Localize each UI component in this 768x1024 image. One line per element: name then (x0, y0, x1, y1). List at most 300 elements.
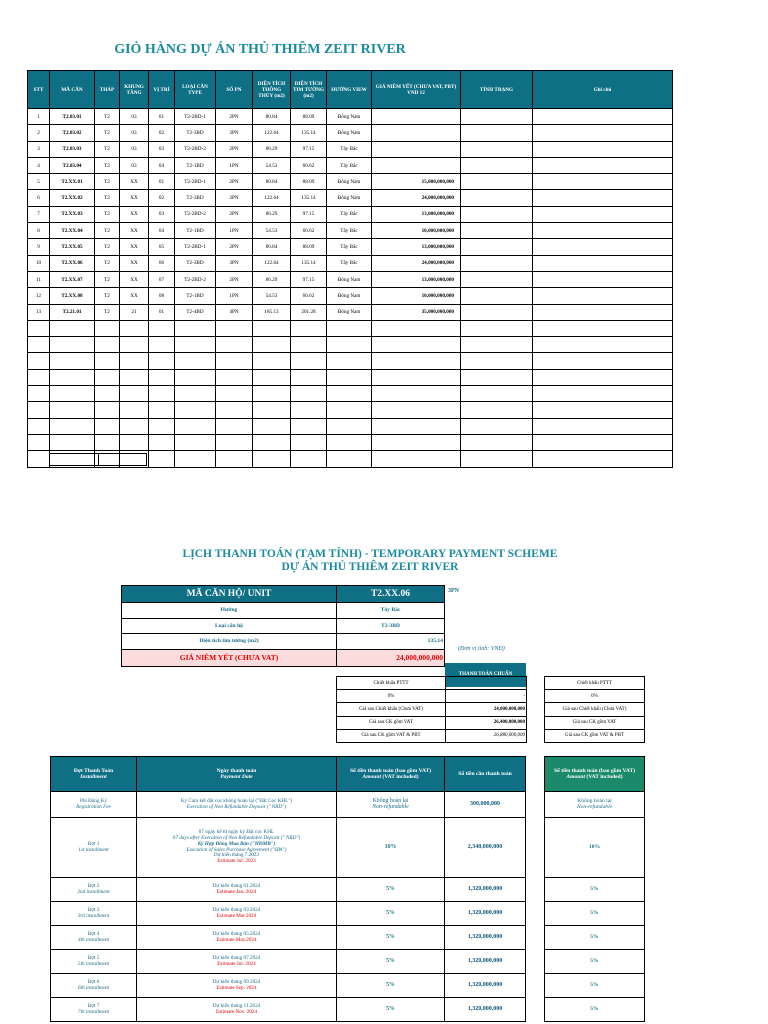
payment-amount: 1,320,000,000 (445, 950, 526, 974)
payment-date-line: Estimate Mar.2024 (216, 912, 257, 919)
table-cell (372, 109, 461, 125)
table-cell: 2PN (216, 239, 253, 255)
payment-date-line: Estimate Jul. 2023 (217, 857, 256, 864)
amount-header: Số tiền thanh toán (bao gồm VAT) Amount (VAT included) (337, 757, 445, 792)
payment-percent-right (545, 950, 645, 974)
payment-title: LỊCH THANH TOÁN (TẠM TÍNH) - TEMPORARY PAYMENT SCHEME (182, 548, 558, 560)
discount-value: - (446, 690, 527, 703)
payment-amount: 1,320,000,000 (445, 902, 526, 926)
table-cell: XX (120, 271, 149, 287)
table-cell: T2-3BD (175, 125, 216, 141)
amount-header-right: Số tiền thanh toán (bao gồm VAT) Amount (VAT included) (545, 757, 645, 792)
payment-percent: 5% (386, 1005, 395, 1012)
inventory-header-cell: HƯỚNG VIEW (327, 71, 372, 109)
table-row (28, 141, 673, 157)
table-cell (95, 386, 120, 402)
unit-code-cell: T2.XX.05 (50, 239, 95, 255)
table-row (28, 223, 673, 239)
table-row (28, 288, 673, 304)
table-cell: 4PN (216, 304, 253, 320)
table-cell: 60.62 (291, 288, 327, 304)
table-cell (291, 451, 327, 467)
standard-payment-header: THANH TOÁN CHUẨN (445, 663, 526, 687)
discount-label: 0% (545, 690, 645, 703)
table-cell (216, 337, 253, 353)
table-cell: 04 (149, 157, 175, 173)
table-cell: T2-2BD-1 (175, 239, 216, 255)
bedroom-count: 3PN (448, 588, 459, 594)
table-row-empty (28, 320, 673, 336)
payment-percent: Không hoàn lại (372, 797, 409, 804)
table-cell (216, 353, 253, 369)
inventory-header-cell: SỐ PN (216, 71, 253, 109)
table-cell (372, 386, 461, 402)
table-cell (28, 386, 50, 402)
installment-cell (51, 950, 137, 974)
table-cell: 13,000,000,000 (372, 271, 461, 287)
table-cell (291, 418, 327, 434)
table-cell: T2 (95, 157, 120, 173)
inventory-header-cell: LOẠI CĂN TYPE (175, 71, 216, 109)
table-cell (461, 369, 533, 385)
table-cell (372, 320, 461, 336)
table-cell: 11 (28, 271, 50, 287)
inventory-tail (49, 453, 147, 466)
note-cell (533, 141, 673, 157)
table-cell (372, 434, 461, 450)
installment-name: Đợt 7 (87, 1002, 100, 1009)
discount-label: Giá sau CK gồm VAT (337, 716, 446, 729)
table-cell: XX (120, 190, 149, 206)
table-cell: 86.29 (253, 141, 291, 157)
table-cell (533, 337, 673, 353)
table-cell: T2 (95, 190, 120, 206)
payment-row-right (545, 926, 645, 950)
table-cell: 135.14 (291, 255, 327, 271)
table-cell: Tây Bắc (327, 157, 372, 173)
table-cell (149, 353, 175, 369)
note-cell (533, 174, 673, 190)
inventory-header-cell: DIỆN TÍCH THÔNG THỦY (m2) (253, 71, 291, 109)
payment-date-line: Dự kiến tháng 09.2024 (212, 978, 261, 985)
table-cell (461, 386, 533, 402)
table-cell (461, 223, 533, 239)
table-row (28, 271, 673, 287)
payment-date-line: Execution of Sales Purchase Agreement ("SPA") (186, 846, 287, 853)
table-cell (149, 337, 175, 353)
table-cell (461, 434, 533, 450)
table-row (28, 125, 673, 141)
inventory-header-cell: TÌNH TRẠNG (461, 71, 533, 109)
payment-percent: 5% (590, 909, 599, 916)
unit-code-cell: T2.XX.02 (50, 190, 95, 206)
discount-row (545, 677, 645, 690)
discount-table-right (544, 676, 645, 743)
table-cell: 80.84 (253, 109, 291, 125)
table-row (28, 239, 673, 255)
table-cell: 54.53 (253, 157, 291, 173)
table-cell (291, 386, 327, 402)
table-cell: 24,000,000,000 (372, 190, 461, 206)
table-cell (95, 369, 120, 385)
table-cell: XX (120, 174, 149, 190)
table-cell: 1 (28, 109, 50, 125)
installment-cell (51, 878, 137, 902)
table-cell: 122.64 (253, 190, 291, 206)
table-cell (372, 402, 461, 418)
table-cell (253, 369, 291, 385)
table-cell (120, 353, 149, 369)
payment-percent: 5% (590, 885, 599, 892)
table-cell (216, 418, 253, 434)
table-cell: 88.09 (291, 174, 327, 190)
table-cell: 07 (149, 271, 175, 287)
unit-code-cell: T2.XX.07 (50, 271, 95, 287)
table-cell (149, 402, 175, 418)
table-row-empty (28, 386, 673, 402)
table-cell (461, 190, 533, 206)
installment-english: 6th installment (78, 984, 109, 991)
discount-value: 26,880,000,000 (446, 729, 527, 742)
table-cell: Đông Nam (327, 125, 372, 141)
table-cell (372, 369, 461, 385)
installment-cell (51, 926, 137, 950)
table-cell (28, 451, 50, 467)
table-cell (461, 451, 533, 467)
payment-date-cell (137, 792, 337, 818)
table-cell: 9 (28, 239, 50, 255)
table-cell: 3PN (216, 190, 253, 206)
table-row (28, 157, 673, 173)
table-cell: T2 (95, 125, 120, 141)
table-cell: 201.28 (291, 304, 327, 320)
table-cell: 97.15 (291, 206, 327, 222)
table-cell: 10,000,000,000 (372, 288, 461, 304)
payment-row-right (545, 902, 645, 926)
table-cell: 2PN (216, 206, 253, 222)
table-cell: XX (120, 288, 149, 304)
discount-row (337, 690, 527, 703)
table-cell (120, 337, 149, 353)
table-row-empty (28, 402, 673, 418)
unit-row-label: Loại căn hộ (122, 618, 337, 634)
inventory-header-cell: VỊ TRÍ (149, 71, 175, 109)
table-cell (216, 451, 253, 467)
payment-date-line: Estimate Nov. 2024 (215, 1008, 257, 1015)
table-cell (28, 320, 50, 336)
table-cell (175, 402, 216, 418)
table-cell: 54.53 (253, 223, 291, 239)
table-cell: T2 (95, 109, 120, 125)
installment-name: Đợt 1 (87, 840, 100, 847)
table-cell: 88.09 (291, 109, 327, 125)
payment-row (51, 818, 526, 878)
table-cell (149, 418, 175, 434)
discount-label: Chiết khấu PTTT (545, 677, 645, 690)
table-cell: 06 (149, 255, 175, 271)
table-cell (28, 418, 50, 434)
payment-date-line: Estimate Jan. 2024 (216, 888, 257, 895)
payment-percent-right (545, 926, 645, 950)
payment-amount: 1,320,000,000 (445, 926, 526, 950)
unit-row-value: T2-3BD (337, 618, 445, 634)
table-cell (28, 369, 50, 385)
table-cell: 01 (149, 174, 175, 190)
note-cell (533, 304, 673, 320)
table-cell (327, 353, 372, 369)
table-cell (533, 353, 673, 369)
payment-date-line: Estimate May.2024 (216, 936, 257, 943)
discount-label: Giá sau Chiết khấu (Chưa VAT) (337, 703, 446, 716)
table-cell (291, 353, 327, 369)
table-cell (175, 320, 216, 336)
unit-row-value: 135.14 (337, 634, 445, 650)
table-cell: 60.62 (291, 223, 327, 239)
payment-percent-right (545, 998, 645, 1022)
discount-row (545, 703, 645, 716)
table-cell (253, 402, 291, 418)
table-cell: T2 (95, 223, 120, 239)
table-cell (50, 418, 95, 434)
table-cell: T2 (95, 174, 120, 190)
table-cell: XX (120, 223, 149, 239)
table-cell (461, 157, 533, 173)
discount-row (545, 690, 645, 703)
payment-date-cell (137, 950, 337, 974)
payment-percent-right (545, 902, 645, 926)
payment-percent-cell (337, 818, 445, 878)
table-cell (372, 125, 461, 141)
installment-english: 1st installment (78, 846, 109, 853)
table-cell: 03 (120, 125, 149, 141)
table-cell: Tây Bắc (327, 223, 372, 239)
table-cell (461, 337, 533, 353)
table-cell (216, 369, 253, 385)
table-row (28, 206, 673, 222)
table-cell: 2PN (216, 174, 253, 190)
installment-header: Đợt Thanh Toán Installment (51, 757, 137, 792)
table-cell (149, 451, 175, 467)
table-cell (461, 239, 533, 255)
payment-percent: 5% (386, 957, 395, 964)
table-cell: 6 (28, 190, 50, 206)
table-cell: 13 (28, 304, 50, 320)
unit-code-cell: T2.XX.01 (50, 174, 95, 190)
table-cell: 3PN (216, 125, 253, 141)
discount-value: 26,400,000,000 (446, 716, 527, 729)
table-cell (50, 353, 95, 369)
table-cell (461, 206, 533, 222)
table-row (28, 174, 673, 190)
table-cell: 24,000,000,000 (372, 255, 461, 271)
payment-date-line: 07 days after Execution of Non Refundable Deposit (" NRD") (172, 835, 301, 842)
table-cell: 03 (149, 206, 175, 222)
discount-label: Giá sau CK gồm VAT & PBT (545, 729, 645, 742)
table-cell (533, 369, 673, 385)
installment-english: Registration Fee (76, 803, 111, 810)
table-cell (95, 337, 120, 353)
payment-date-cell (137, 878, 337, 902)
table-cell: T2 (95, 288, 120, 304)
installment-english: 4th installment (78, 936, 109, 943)
payment-row (51, 950, 526, 974)
table-cell: T2-1BD (175, 157, 216, 173)
table-cell (149, 369, 175, 385)
table-cell (533, 434, 673, 450)
table-cell (327, 320, 372, 336)
table-cell: 03 (149, 141, 175, 157)
table-cell (149, 320, 175, 336)
table-cell (120, 369, 149, 385)
payment-percent-right (545, 792, 645, 818)
payment-percent: 10% (384, 843, 397, 850)
currency-note: (Đơn vị tính: VNĐ) (458, 646, 505, 652)
table-cell (461, 271, 533, 287)
table-cell: 122.64 (253, 255, 291, 271)
installment-cell (51, 902, 137, 926)
table-cell (95, 434, 120, 450)
table-cell: T2-3BD (175, 190, 216, 206)
table-cell (461, 125, 533, 141)
installment-english: 2nd installment (77, 888, 110, 895)
table-cell (216, 386, 253, 402)
note-cell (533, 157, 673, 173)
table-cell (175, 451, 216, 467)
table-cell: T2-1BD (175, 223, 216, 239)
payment-percent: 5% (386, 933, 395, 940)
table-cell (149, 434, 175, 450)
table-cell: 2PN (216, 141, 253, 157)
table-cell: 97.15 (291, 141, 327, 157)
payment-percent: 5% (590, 981, 599, 988)
payment-date-line: Dự kiến tháng 01.2024 (212, 882, 261, 889)
payment-percent: 5% (386, 981, 395, 988)
installment-cell (51, 792, 137, 818)
payment-row (51, 878, 526, 902)
table-cell (461, 320, 533, 336)
installment-name: Đợt 3 (87, 906, 100, 913)
payment-schedule-right (544, 756, 645, 1022)
table-cell (327, 337, 372, 353)
table-cell (461, 288, 533, 304)
table-cell (327, 402, 372, 418)
payment-percent: Không hoàn lại (577, 797, 612, 804)
payment-date-line: Dự kiến tháng 7.2023 (213, 852, 260, 859)
table-cell: Đông Nam (327, 109, 372, 125)
table-cell: 01 (149, 304, 175, 320)
table-cell: 10 (28, 255, 50, 271)
table-cell: 21 (120, 304, 149, 320)
table-row (28, 304, 673, 320)
table-cell (216, 320, 253, 336)
table-cell: 86.29 (253, 206, 291, 222)
table-cell (253, 353, 291, 369)
inventory-title: GIỎ HÀNG DỰ ÁN THỦ THIÊM ZEIT RIVER (114, 42, 406, 57)
table-row-empty (28, 369, 673, 385)
payment-amount: 1,320,000,000 (445, 974, 526, 998)
table-cell: 5 (28, 174, 50, 190)
due-amount-header: Số tiền cần thanh toán (445, 757, 526, 792)
note-cell (533, 125, 673, 141)
table-cell (372, 157, 461, 173)
discount-row (545, 729, 645, 742)
table-cell (149, 386, 175, 402)
table-cell (28, 434, 50, 450)
payment-percent-cell (337, 878, 445, 902)
payment-percent-english: Non-refundable (372, 803, 409, 810)
payment-date-line: Execution of Non Refundable Deposit (" NRD") (186, 803, 287, 810)
inventory-header-cell: STT (28, 71, 50, 109)
table-cell: 7 (28, 206, 50, 222)
table-cell (461, 109, 533, 125)
table-cell: 4 (28, 157, 50, 173)
unit-row-label: Hướng (122, 603, 337, 619)
table-cell: Đông Nam (327, 304, 372, 320)
payment-percent-right (545, 974, 645, 998)
table-cell: XX (120, 255, 149, 271)
table-cell: T2 (95, 206, 120, 222)
table-cell (327, 434, 372, 450)
table-cell: 03 (120, 157, 149, 173)
payment-date-cell (137, 818, 337, 878)
table-cell: T2-2BD-2 (175, 271, 216, 287)
table-cell (175, 418, 216, 434)
table-cell (175, 369, 216, 385)
payment-percent-cell (337, 950, 445, 974)
payment-percent-cell (337, 792, 445, 818)
unit-row-value: Tây Bắc (337, 603, 445, 619)
table-row-empty (28, 353, 673, 369)
discount-label: Giá sau Chiết khấu (Chưa VAT) (545, 703, 645, 716)
table-cell: Đông Nam (327, 174, 372, 190)
table-cell (327, 369, 372, 385)
payment-amount: 2,340,000,000 (445, 818, 526, 878)
payment-percent-right (545, 818, 645, 878)
payment-percent-english: Non-refundable (576, 803, 613, 810)
payment-row-right (545, 974, 645, 998)
payment-percent-right (545, 878, 645, 902)
inventory-header-cell: KHUNG TẦNG (120, 71, 149, 109)
unit-code: T2.XX.06 (337, 586, 445, 603)
table-cell: 80.84 (253, 174, 291, 190)
payment-row (51, 974, 526, 998)
payment-percent: 10% (588, 843, 601, 850)
payment-percent-cell (337, 998, 445, 1022)
table-cell: 1PN (216, 223, 253, 239)
inventory-header-cell: GIÁ NIÊM YẾT (CHƯA VAT, PBT) VND 12 (372, 71, 461, 109)
table-cell (461, 174, 533, 190)
inventory-header-row (28, 71, 673, 109)
installment-name: Đợt 6 (87, 978, 100, 985)
payment-percent-cell (337, 902, 445, 926)
table-cell: T2-1BD (175, 288, 216, 304)
table-cell: XX (120, 239, 149, 255)
payment-percent: 5% (386, 909, 395, 916)
table-cell: T2 (95, 255, 120, 271)
discount-row (337, 677, 527, 690)
table-cell (50, 386, 95, 402)
note-cell (533, 109, 673, 125)
note-cell (533, 190, 673, 206)
discount-label: Chiết khấu PTTT (337, 677, 446, 690)
unit-code-cell: T2.XX.08 (50, 288, 95, 304)
table-cell (50, 369, 95, 385)
table-cell (461, 255, 533, 271)
table-cell: 2PN (216, 271, 253, 287)
table-cell (253, 418, 291, 434)
unit-table (121, 585, 445, 667)
discount-row (545, 716, 645, 729)
